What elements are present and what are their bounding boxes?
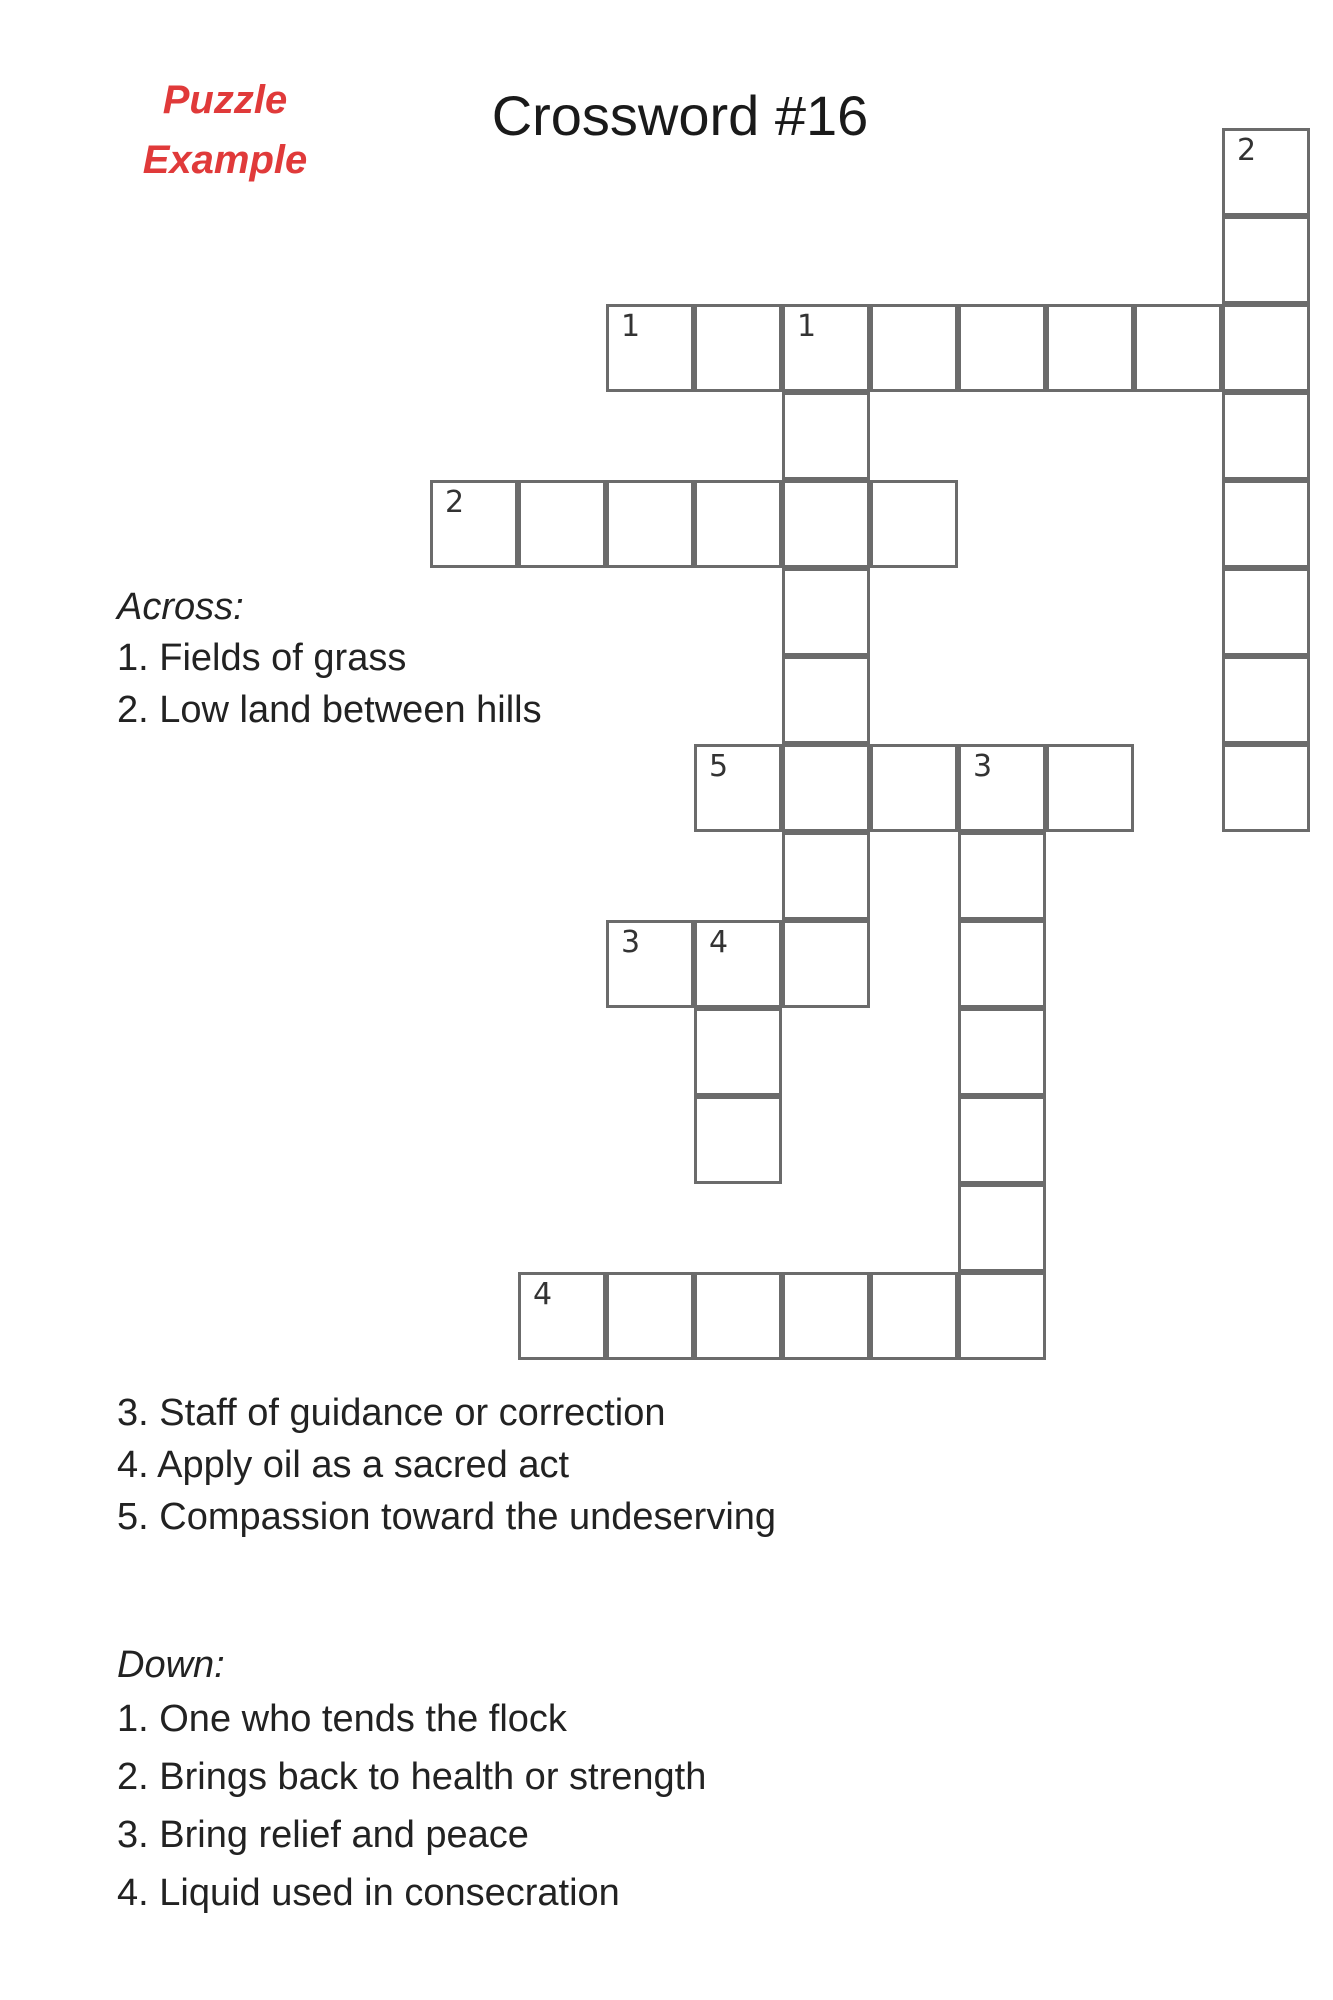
across-clues (117, 582, 542, 736)
crossword-cell[interactable] (606, 304, 694, 392)
crossword-cell[interactable] (1222, 392, 1310, 480)
crossword-cell[interactable] (1222, 656, 1310, 744)
across-clue-3: 3. Staff of guidance or correction (117, 1392, 666, 1434)
crossword-cell[interactable] (782, 744, 870, 832)
crossword-cell[interactable] (870, 304, 958, 392)
down-clue-1: 1. One who tends the flock (117, 1698, 567, 1740)
crossword-cell[interactable] (1222, 128, 1310, 216)
cell-number: 4 (533, 1277, 553, 1312)
down-clue-4: 4. Liquid used in consecration (117, 1872, 620, 1914)
crossword-cell[interactable] (606, 920, 694, 1008)
crossword-cell[interactable] (958, 832, 1046, 920)
down-clue-2: 2. Brings back to health or strength (117, 1756, 707, 1798)
across-heading: Across: (117, 586, 244, 628)
cell-number: 1 (797, 309, 817, 344)
crossword-cell[interactable] (782, 832, 870, 920)
crossword-cell[interactable] (694, 304, 782, 392)
crossword-cell[interactable] (958, 1272, 1046, 1360)
cell-number: 2 (445, 485, 465, 520)
cell-number: 2 (1237, 133, 1257, 168)
crossword-cell[interactable] (782, 304, 870, 392)
crossword-cell[interactable] (694, 1008, 782, 1096)
crossword-cell[interactable] (1222, 216, 1310, 304)
crossword-cell[interactable] (1222, 568, 1310, 656)
crossword-cell[interactable] (694, 744, 782, 832)
crossword-cell[interactable] (870, 1272, 958, 1360)
across-clue-5: 5. Compassion toward the undeserving (117, 1496, 777, 1538)
down-clues (117, 1640, 706, 1922)
cell-number: 3 (973, 749, 993, 784)
cell-number: 1 (621, 309, 641, 344)
crossword-cell[interactable] (1046, 744, 1134, 832)
badge-line-1: Puzzle (162, 78, 288, 122)
across-clue-4: 4. Apply oil as a sacred act (117, 1444, 570, 1486)
crossword-cell[interactable] (958, 304, 1046, 392)
down-heading: Down: (117, 1644, 225, 1686)
crossword-cell[interactable] (1046, 304, 1134, 392)
crossword-cell[interactable] (958, 744, 1046, 832)
crossword-cell[interactable] (870, 744, 958, 832)
crossword-cell[interactable] (958, 1096, 1046, 1184)
crossword-cell[interactable] (782, 392, 870, 480)
crossword-cell[interactable] (430, 480, 518, 568)
crossword-cell[interactable] (782, 1272, 870, 1360)
crossword-cell[interactable] (694, 1096, 782, 1184)
crossword-cell[interactable] (606, 480, 694, 568)
down-clue-3: 3. Bring relief and peace (117, 1814, 529, 1856)
cell-number: 4 (709, 925, 729, 960)
cell-number: 3 (621, 925, 641, 960)
crossword-cell[interactable] (1222, 744, 1310, 832)
crossword-cell[interactable] (782, 480, 870, 568)
crossword-cell[interactable] (694, 920, 782, 1008)
crossword-cell[interactable] (870, 480, 958, 568)
crossword-cell[interactable] (782, 920, 870, 1008)
crossword-cell[interactable] (958, 1008, 1046, 1096)
crossword-cell[interactable] (782, 568, 870, 656)
crossword-cell[interactable] (1222, 304, 1310, 392)
crossword-cell[interactable] (782, 656, 870, 744)
across-clues-continued (117, 1387, 776, 1543)
crossword-cell[interactable] (1222, 480, 1310, 568)
cell-number: 5 (709, 749, 729, 784)
crossword-cell[interactable] (694, 1272, 782, 1360)
across-clue-2: 2. Low land between hills (117, 689, 542, 731)
crossword-cell[interactable] (518, 1272, 606, 1360)
crossword-cell[interactable] (518, 480, 606, 568)
across-clue-1: 1. Fields of grass (117, 637, 407, 679)
page-title: Crossword #16 (491, 84, 869, 147)
crossword-cell[interactable] (694, 480, 782, 568)
crossword-cell[interactable] (958, 1184, 1046, 1272)
badge-line-2: Example (142, 138, 308, 182)
crossword-cell[interactable] (1134, 304, 1222, 392)
crossword-cell[interactable] (958, 920, 1046, 1008)
crossword-cell[interactable] (606, 1272, 694, 1360)
